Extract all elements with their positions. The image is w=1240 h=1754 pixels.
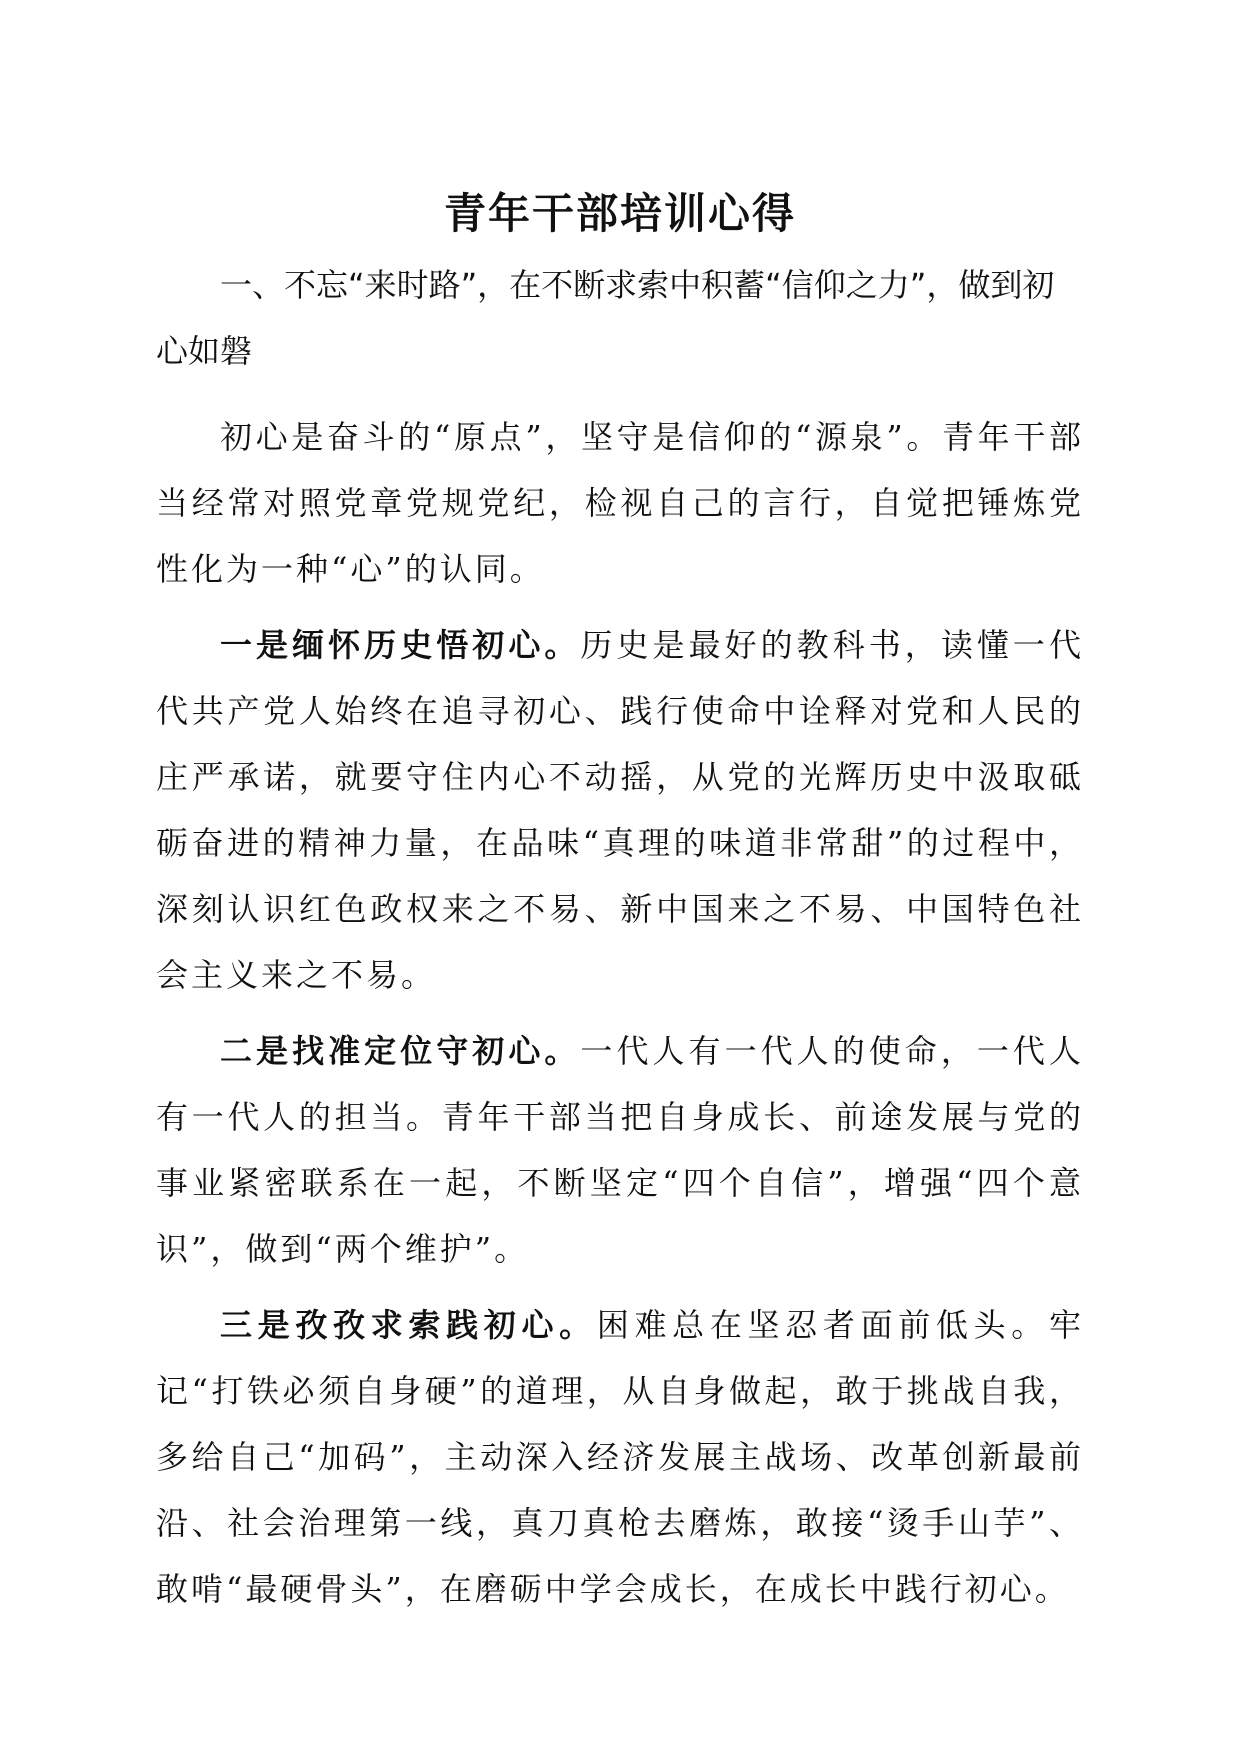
intro-paragraph: 初心是奋斗的“原点”，坚守是信仰的“源泉”。青年干部当经常对照党章党规党纪，检视自己的言行，自觉把锤炼党性化为一种“心”的认同。 [156,418,1084,588]
document-body [156,176,1084,1632]
paragraph-1-body: 历史是最好的教科书，读懂一代代共产党人始终在追寻初心、践行使命中诠释对党和人民的庄严承诺，就要守住内心不动摇，从党的光辉历史中汲取砥砺奋进的精神力量，在品味“真理的味道非常甜”的过程中，深刻认识红色政权来之不易、新中国来之不易、中国特色社会主义来之不易。 [156,626,1084,994]
paragraph-2 [156,1018,1084,1282]
document-title: 青年干部培训心得 [443,189,796,238]
section-heading: 一、不忘“来时路”，在不断求索中积蓄“信仰之力”，做到初心如磐 [156,266,1055,370]
paragraph-3-body: 困难总在坚忍者面前低头。牢记“打铁必须自身硬”的道理，从自身做起，敢于挑战自我，多给自己“加码”，主动深入经济发展主战场、改革创新最前沿、社会治理第一线，真刀真枪去磨炼，敢接“烫手山芋”、敢啃“最硬骨头”，在磨砺中学会成长，在成长中践行初心。 [156,1306,1084,1608]
paragraph-1-lead: 一是缅怀历史悟初心。 [220,626,581,664]
paragraph-2-body: 一代人有一代人的使命，一代人有一代人的担当。青年干部当把自身成长、前途发展与党的事业紧密联系在一起，不断坚定“四个自信”，增强“四个意识”，做到“两个维护”。 [156,1032,1084,1268]
paragraph-2-lead: 二是找准定位守初心。 [220,1032,581,1070]
paragraph-3 [156,1292,1084,1622]
paragraph-3-lead: 三是孜孜求索践初心。 [220,1306,597,1344]
paragraph-1 [156,612,1084,1008]
